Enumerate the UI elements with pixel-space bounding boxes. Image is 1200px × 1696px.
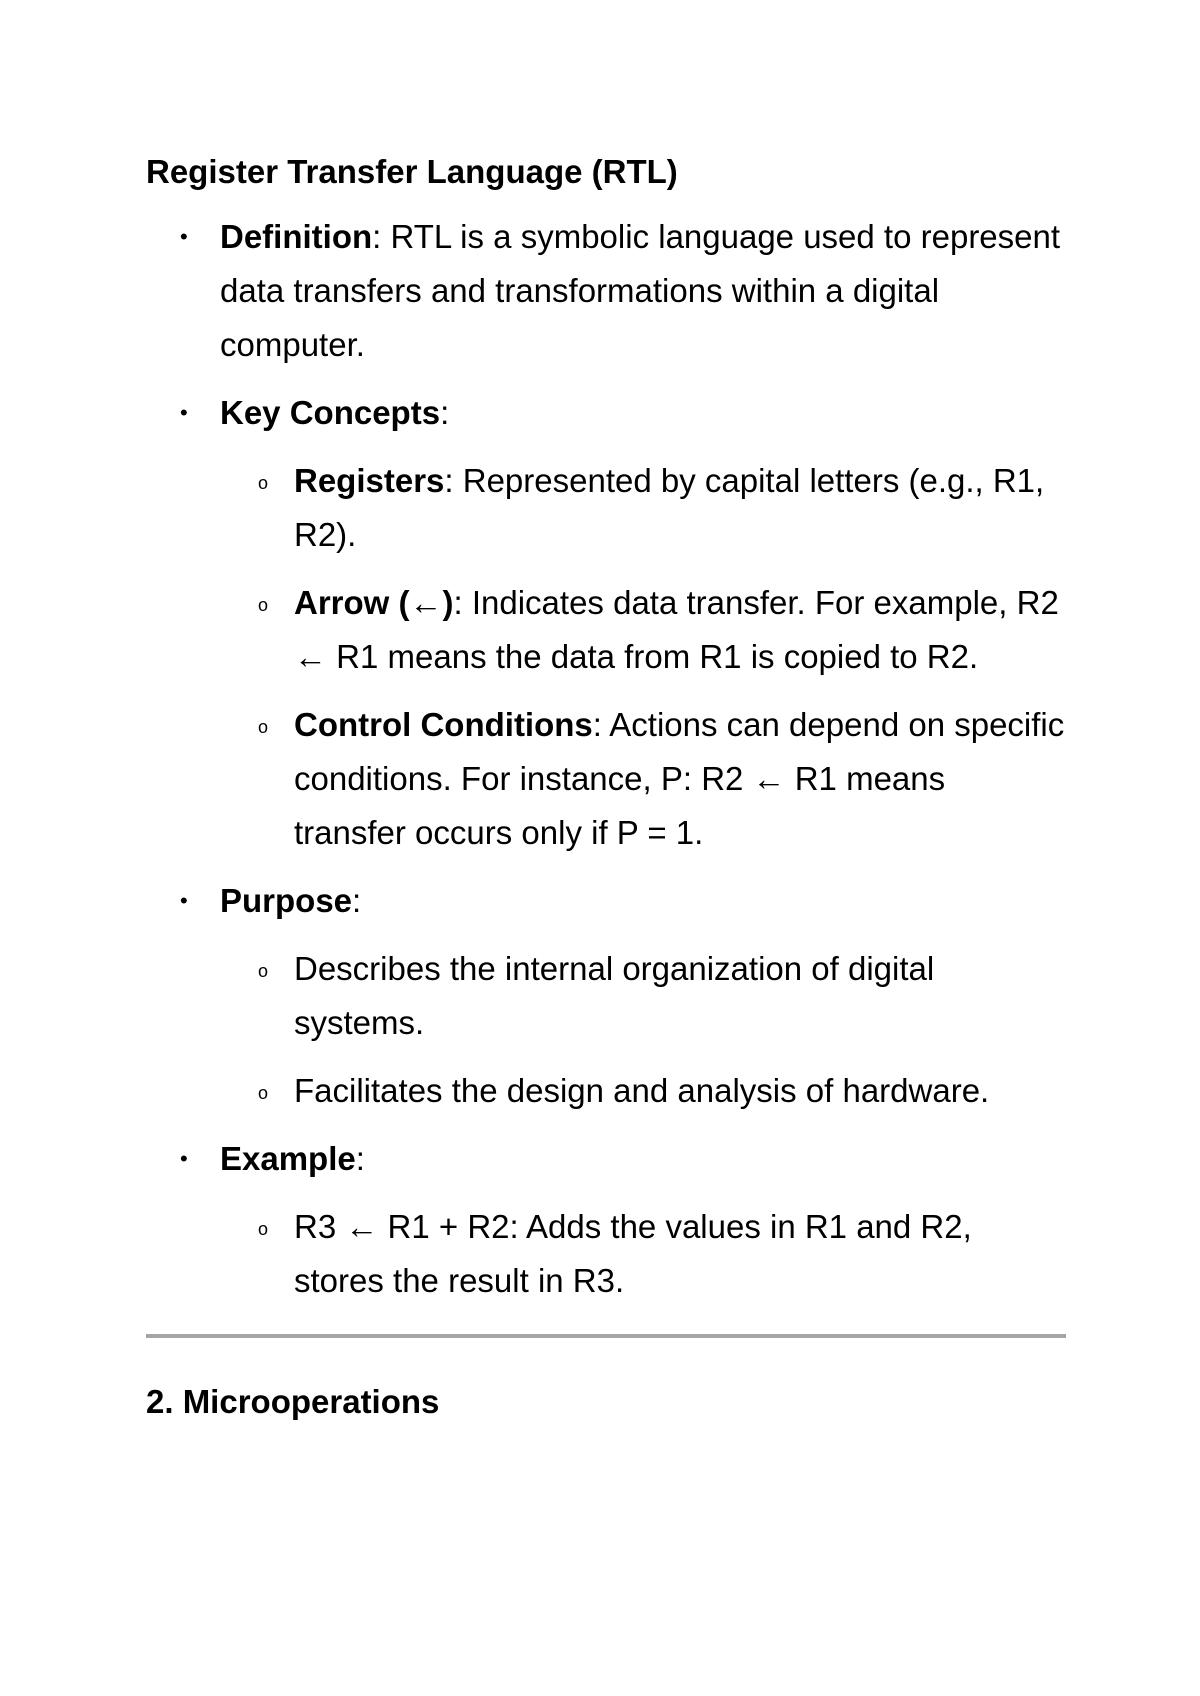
horizontal-divider: [146, 1334, 1066, 1338]
example-colon: :: [355, 1140, 365, 1177]
bullet-icon: •: [180, 888, 188, 913]
definition-text: : RTL is a symbolic language used to represent data transfers and transformations within a digital computer.: [220, 218, 1061, 363]
sub-item-example-1: [146, 1200, 1066, 1308]
term-registers: Registers: [294, 462, 445, 499]
list-item-definition: [146, 210, 1066, 372]
list-item-key-concepts: [146, 386, 1066, 440]
bullet-icon: •: [180, 1146, 188, 1171]
page-title: Register Transfer Language (RTL): [146, 153, 678, 190]
term-example: Example: [220, 1140, 356, 1177]
sub-item-purpose-2: [146, 1064, 1066, 1118]
term-arrow: Arrow (←): [294, 584, 454, 621]
sub-item-arrow: [146, 576, 1066, 684]
sub-item-purpose-1: [146, 942, 1066, 1050]
circle-bullet-icon: o: [258, 1083, 269, 1103]
bullet-icon: •: [180, 224, 188, 249]
sub-item-registers: [146, 454, 1066, 562]
sub-item-control-conditions: [146, 698, 1066, 860]
bullet-icon: •: [180, 400, 188, 425]
term-purpose: Purpose: [220, 882, 353, 919]
purpose-1-text: Describes the internal organization of digital systems.: [294, 950, 935, 1041]
purpose-2-text: Facilitates the design and analysis of hardware.: [294, 1072, 990, 1109]
key-concepts-colon: :: [440, 394, 450, 431]
term-key-concepts: Key Concepts: [220, 394, 441, 431]
term-control-conditions: Control Conditions: [294, 706, 593, 743]
example-1-text: R3 ← R1 + R2: Adds the values in R1 and R2, stores the result in R3.: [294, 1208, 972, 1299]
section-heading-microoperations: 2. Microoperations: [146, 1383, 440, 1420]
registers-text: : Represented by capital letters (e.g., R1, R2).: [294, 462, 1045, 553]
list-item-example: [146, 1132, 1066, 1186]
arrow-text: : Indicates data transfer. For example, R2 ← R1 means the data from R1 is copied to R2.: [294, 584, 1059, 675]
document-page: [146, 148, 1066, 1426]
list-item-purpose: [146, 874, 1066, 928]
purpose-colon: :: [352, 882, 362, 919]
circle-bullet-icon: o: [258, 595, 269, 615]
control-conditions-text: : Actions can depend on specific conditions. For instance, P: R2 ← R1 means transfer occurs only if P = 1.: [294, 706, 1065, 851]
circle-bullet-icon: o: [258, 961, 269, 981]
circle-bullet-icon: o: [258, 717, 269, 737]
circle-bullet-icon: o: [258, 473, 269, 493]
term-definition: Definition: [220, 218, 373, 255]
circle-bullet-icon: o: [258, 1219, 269, 1239]
